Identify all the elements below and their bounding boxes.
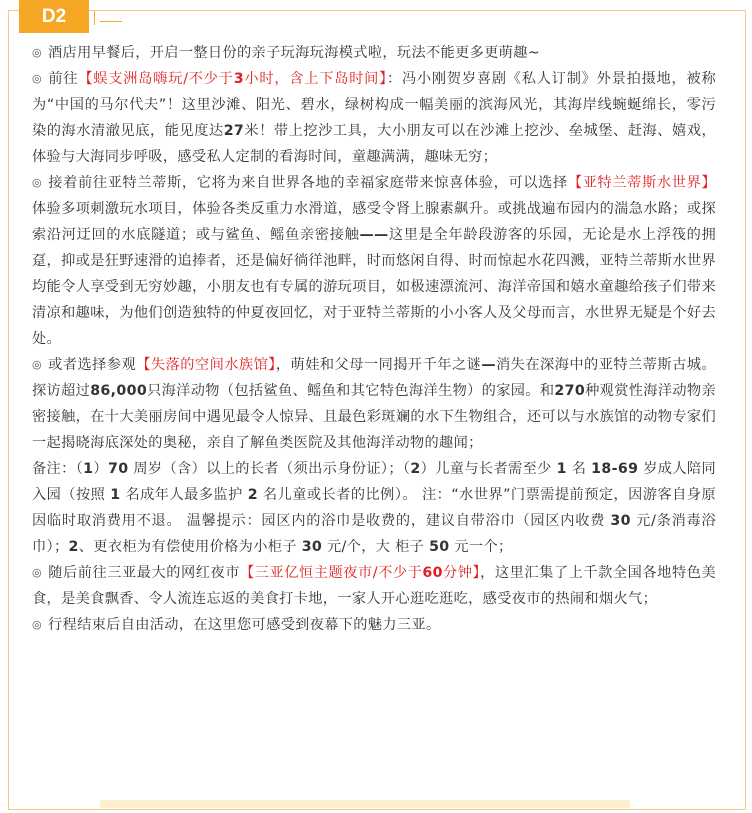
paragraph-text: 70 bbox=[107, 461, 129, 477]
bullseye-icon: ◎ bbox=[32, 46, 42, 59]
paragraph-text: 只海洋动物（包括鲨鱼、鳐鱼和其它特色海洋生物）的家园。和 bbox=[147, 383, 555, 399]
paragraph-text: 1 bbox=[83, 461, 94, 477]
highlight-text: 【蜈支洲岛嗨玩/不少于 bbox=[78, 71, 234, 87]
highlight-text: 3 bbox=[233, 71, 244, 87]
day-label: D2 bbox=[19, 0, 89, 33]
itinerary-paragraph bbox=[32, 456, 716, 560]
bullseye-icon: ◎ bbox=[32, 176, 42, 189]
paragraph-text: ）儿童与长者需至少 bbox=[420, 461, 557, 477]
itinerary-paragraph bbox=[32, 40, 716, 66]
paragraph-text: 元/条消毒浴巾）； bbox=[32, 513, 716, 555]
paragraph-text: 50 bbox=[429, 539, 450, 555]
tab-underline bbox=[100, 21, 122, 22]
highlight-text: 60 bbox=[422, 565, 443, 581]
paragraph-text: 元一个； bbox=[449, 539, 513, 555]
itinerary-paragraph bbox=[32, 66, 716, 170]
paragraph-text: 2 bbox=[247, 487, 258, 503]
paragraph-text: 30 bbox=[301, 539, 323, 555]
paragraph-text: 27 bbox=[223, 123, 245, 139]
paragraph-text: 岁成人陪同入园（按照 bbox=[32, 461, 716, 503]
paragraph-text: 86,000 bbox=[90, 383, 148, 399]
itinerary-paragraph bbox=[32, 612, 716, 638]
paragraph-text: 接着前往亚特兰蒂斯，它将为来自世界各地的幸福家庭带来惊喜体验，可以选择 bbox=[48, 175, 568, 191]
paragraph-text: 名儿童或长者的比例）。 注：“水世界”门票需提前预定，因游客自身原因临时取消费用不退。 温馨提示：园区内的浴巾是收费的，建议自带浴巾（园区内收费 bbox=[32, 487, 716, 529]
paragraph-text: ：冯小刚贺岁喜剧《私人订制》外景拍摄地，被称为“中国的马尔代夫”！这里沙滩、阳光、碧水，绿树构成一幅美丽的滨海风光，其海岸线蜿蜒绵长，零污染的海水清澈见底，能见度达 bbox=[32, 71, 717, 139]
paragraph-text: 2 bbox=[410, 461, 421, 477]
paragraph-text: 元/个，大 柜子 bbox=[322, 539, 430, 555]
paragraph-text: 种观赏性海洋动物亲密接触，在十大美丽房间中遇见最令人惊异、且最色彩斑斓的水下生物组合，还可以与水族馆的动物专家们一起揭晓海底深处的奥秘，亲自了解鱼类医院及其他海洋动物的趣闻； bbox=[32, 383, 717, 451]
highlight-text: 【亚特兰蒂斯水世界】 bbox=[567, 175, 716, 191]
bottom-decoration bbox=[100, 800, 630, 808]
paragraph-text: 2 bbox=[68, 539, 79, 555]
paragraph-text: 、更衣柜为有偿使用价格为小柜子 bbox=[78, 539, 302, 555]
paragraph-text: —— bbox=[359, 227, 389, 243]
paragraph-text: 消失在深海中的亚特兰蒂斯古城。探访超过 bbox=[32, 357, 716, 399]
paragraph-text: ，这里汇集了上千款全国各地特色美食，是美食飘香、令人流连忘返的美食打卡地，一家人开心逛吃逛吃，感受夜市的热闹和烟火气； bbox=[32, 565, 716, 607]
paragraph-text: 名 bbox=[566, 461, 592, 477]
paragraph-text: 这里是全年龄段游客的乐园，无论是水上浮筏的拥趸，抑或是狂野速滑的追捧者，还是偏好徜徉池畔，时而悠闲自得、时而惊起水花四溅，亚特兰蒂斯水世界均能令人享受到无穷妙趣，小朋友也有专属的游玩项目，如极速漂流河、海洋帝国和嬉水童趣给孩子们带来清凉和趣味，为他们创造独特的仲夏夜回忆，对于亚特兰蒂斯的小小客人及父母而言，水世界无疑是个好去处。 bbox=[32, 227, 717, 347]
itinerary-paragraph bbox=[32, 352, 716, 456]
paragraph-text: ，萌娃和父母一同揭开千年之谜 bbox=[275, 357, 482, 373]
highlight-text: 【失落的空间水族馆】 bbox=[136, 357, 276, 373]
paragraph-text: 1 bbox=[556, 461, 567, 477]
itinerary-content bbox=[32, 40, 716, 638]
paragraph-text: 或者选择参观 bbox=[48, 357, 137, 373]
paragraph-text: ） bbox=[93, 461, 108, 477]
paragraph-text: 米！带上挖沙工具，大小朋友可以在沙滩上挖沙、垒城堡、赶海、嬉戏，体验与大海同步呼吸，感受私人定制的看海时间，童趣满满，趣味无穷； bbox=[32, 123, 717, 165]
bullseye-icon: ◎ bbox=[32, 358, 42, 371]
paragraph-text: 18-69 bbox=[591, 461, 639, 477]
paragraph-text: 前往 bbox=[48, 71, 79, 87]
tab-divider bbox=[94, 11, 95, 25]
paragraph-text: 体验多项刺激玩水项目，体验各类反重力水滑道，感受令肾上腺素飙升。或挑战遍布园内的湍急水路；或探索沿河迂回的水底隧道；或与鲨鱼、鳐鱼亲密接触 bbox=[32, 201, 716, 243]
paragraph-text: 名成年人最多监护 bbox=[120, 487, 248, 503]
paragraph-text: 周岁（含）以上的长者（须出示身份证）；（ bbox=[128, 461, 411, 477]
paragraph-text: 30 bbox=[610, 513, 631, 529]
paragraph-text: 酒店用早餐后，开启一整日份的亲子玩海玩海模式啦，玩法不能更多更萌趣~ bbox=[48, 45, 540, 61]
paragraph-text: 备注：（ bbox=[32, 461, 84, 477]
bullseye-icon: ◎ bbox=[32, 618, 42, 631]
highlight-text: 分钟】 bbox=[442, 565, 481, 581]
highlight-text: 【三亚亿恒主题夜市/不少于 bbox=[239, 565, 423, 581]
itinerary-paragraph bbox=[32, 560, 716, 612]
paragraph-text: 270 bbox=[554, 383, 586, 399]
paragraph-text: 随后前往三亚最大的网红夜市 bbox=[48, 565, 240, 581]
bullseye-icon: ◎ bbox=[32, 72, 42, 85]
bullseye-icon: ◎ bbox=[32, 566, 42, 579]
paragraph-text: — bbox=[481, 357, 496, 373]
paragraph-text: 1 bbox=[110, 487, 121, 503]
paragraph-text: 行程结束后自由活动，在这里您可感受到夜幕下的魅力三亚。 bbox=[48, 617, 441, 633]
highlight-text: 小时，含上下岛时间】 bbox=[243, 71, 388, 87]
itinerary-paragraph bbox=[32, 170, 716, 352]
